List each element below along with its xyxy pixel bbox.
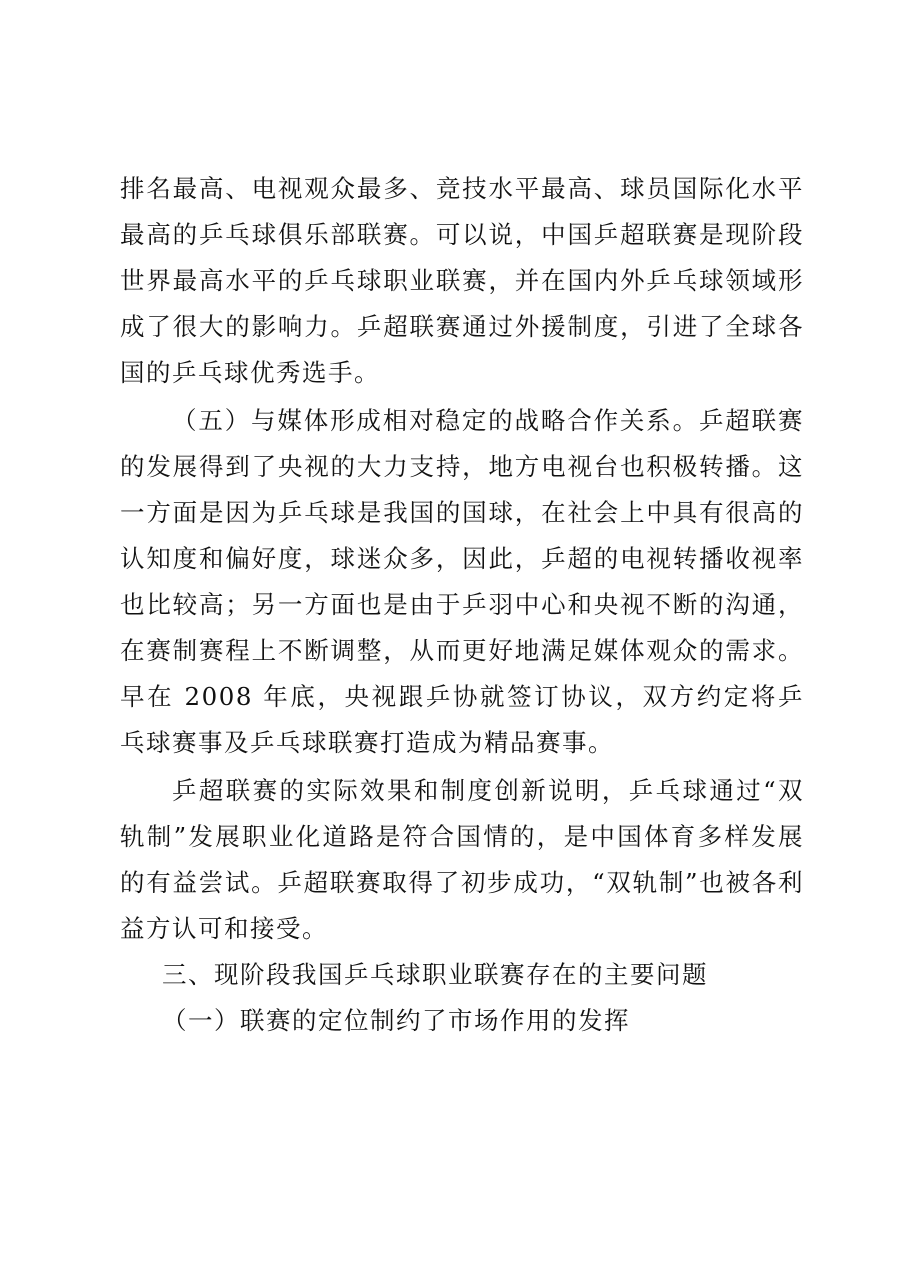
paragraph-dual-track-summary: 乒超联赛的实际效果和制度创新说明，乒乓球通过“双轨制”发展职业化道路是符合国情的，是中国体育多样发展的有益尝试。乒超联赛取得了初步成功，“双轨制”也被各利益方认可和接受。 [120, 776, 804, 943]
section-heading: 三、现阶段我国乒乓球职业联赛存在的主要问题 [162, 960, 708, 989]
paragraph-media-cooperation: （五）与媒体形成相对稳定的战略合作关系。乒超联赛的发展得到了央视的大力支持，地方电视台也积极转播。这一方面是因为乒乓球是我国的国球，在社会上中具有很高的认知度和偏好度，球迷众多，因此，乒超的电视转播收视率也比较高；另一方面也是由于乒羽中心和央视不断的沟通，在赛制赛程上不断调整，从而更好地满足媒体观众的需求。早在 2008 年底，央视跟乒协就签订协议，双方约定将乒乓球赛事及乒乓球联赛打造成为精品赛事。 [120, 406, 804, 757]
paragraph-continuation: 排名最高、电视观众最多、竞技水平最高、球员国际化水平最高的乒乓球俱乐部联赛。可以说，中国乒超联赛是现阶段世界最高水平的乒乓球职业联赛，并在国内外乒乓球领域形成了很大的影响力。乒超联赛通过外援制度，引进了全球各国的乒乓球优秀选手。 [120, 174, 804, 387]
subsection-heading: （一）联赛的定位制约了市场作用的发挥 [162, 1006, 630, 1035]
document-body [120, 166, 804, 1044]
